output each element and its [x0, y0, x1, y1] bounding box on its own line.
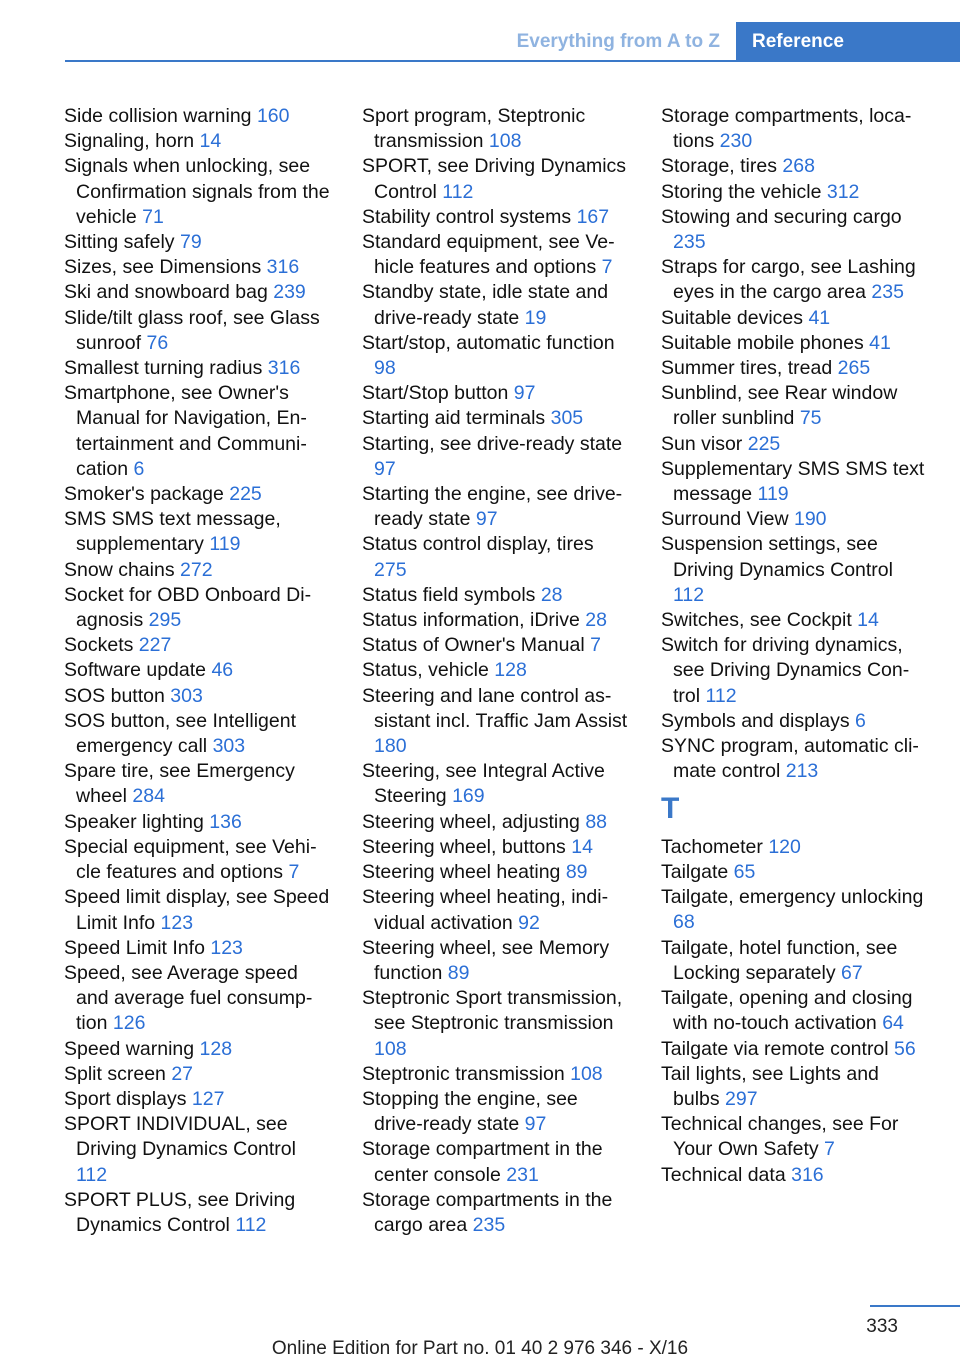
index-page-link[interactable]: 120 [768, 835, 801, 858]
index-entry [64, 482, 330, 507]
index-entry [661, 1062, 929, 1112]
index-page-link[interactable]: 127 [191, 1087, 225, 1110]
index-page-link[interactable]: 27 [171, 1062, 194, 1085]
index-page-link[interactable]: 14 [857, 609, 879, 632]
index-entry-term: Starting, see drive-ready state [362, 432, 623, 455]
index-entry-term: Starting aid terminals [362, 407, 546, 430]
index-entry [64, 633, 330, 658]
index-entry-term: Sitting safely [64, 231, 175, 254]
index-entry [661, 1037, 929, 1062]
index-entry [661, 532, 929, 608]
index-page-link[interactable]: 41 [869, 331, 891, 354]
index-entry [362, 104, 628, 154]
index-page-link[interactable]: 67 [841, 961, 863, 984]
index-entry-term: Steering wheel, see Memory function [362, 936, 610, 984]
index-page-link[interactable]: 231 [506, 1163, 539, 1186]
index-entry [64, 381, 330, 482]
index-column-2 [362, 104, 628, 1238]
index-entry-term: Steering wheel heating [362, 861, 561, 884]
index-page-link[interactable]: 108 [488, 130, 522, 153]
index-page-link[interactable]: 97 [475, 508, 498, 531]
index-entry-term: Speed Limit Info [64, 936, 205, 959]
index-entry [64, 1112, 330, 1188]
index-page-link[interactable]: 272 [180, 558, 213, 581]
index-page-link[interactable]: 97 [374, 457, 396, 480]
index-entry [362, 1062, 628, 1087]
index-page-link[interactable]: 71 [142, 205, 164, 228]
index-page-link[interactable]: 136 [209, 810, 242, 833]
index-entry [64, 658, 330, 683]
index-entry [64, 759, 330, 809]
index-entry [64, 104, 330, 129]
index-page-link[interactable]: 167 [576, 205, 610, 228]
index-entry [661, 709, 929, 734]
index-entry [661, 608, 929, 633]
index-entry-term: Steptronic transmission [362, 1062, 565, 1085]
index-entry-term: SOS button, see Intelligent emergency call [64, 709, 296, 758]
index-page-link[interactable]: 88 [585, 810, 608, 833]
index-entry-term: Status, vehicle [362, 659, 489, 682]
index-entry [64, 1062, 330, 1087]
index-page-link[interactable]: 284 [132, 785, 165, 808]
index-entry-term: Status field symbols [362, 583, 536, 606]
header-rule [65, 60, 960, 62]
index-entry-term: Steering wheel, adjusting [362, 810, 580, 833]
index-entry [362, 331, 628, 381]
index-page-link[interactable]: 92 [518, 911, 540, 934]
index-entry [362, 1188, 628, 1238]
index-entry-term: Smartphone, see Owner's Manual for Navigation, Entertainment and Communication [64, 382, 307, 480]
index-entry-term: Ski and snowboard bag [64, 281, 268, 304]
index-page-link[interactable]: 316 [267, 357, 301, 380]
index-entry [661, 936, 929, 986]
index-entry-term: Tail lights, see Lights and bulbs [661, 1062, 879, 1110]
index-entry-term: Sunblind, see Rear window roller sunblind [661, 382, 898, 430]
index-column-1 [64, 104, 330, 1238]
index-entry [362, 633, 628, 658]
index-entry-term: Smoker's package [64, 483, 224, 506]
index-page-link[interactable]: 112 [673, 583, 705, 606]
index-page-link[interactable]: 7 [601, 256, 613, 279]
index-entry-term: Suspension settings, see Driving Dynamics Control [661, 533, 893, 581]
index-page-link[interactable]: 41 [808, 306, 831, 329]
index-entry [64, 684, 330, 709]
index-page-link[interactable]: 316 [791, 1163, 824, 1186]
index-entry-term: Storage compartments, locations [661, 105, 912, 153]
index-entry-term: Tachometer [661, 835, 763, 858]
index-entry-term: Slide/tilt glass roof, see Glass sunroof [64, 306, 320, 354]
index-entry [362, 532, 628, 582]
index-entry [362, 1087, 628, 1137]
index-entry-term: Start/stop, automatic function [362, 331, 615, 354]
index-page-link[interactable]: 7 [824, 1138, 835, 1161]
index-entry [64, 810, 330, 835]
index-entry [362, 835, 628, 860]
index-page-link[interactable]: 235 [673, 231, 706, 254]
index-entry [661, 255, 929, 305]
index-page-link[interactable]: 303 [212, 735, 246, 758]
index-entry [64, 255, 330, 280]
index-entry [64, 1037, 330, 1062]
index-entry [661, 154, 929, 179]
index-entry-term: Smallest turning radius [64, 357, 263, 380]
index-entry-term: Standby state, idle state and drive-ready state [362, 281, 609, 329]
index-page-link[interactable]: 14 [199, 130, 222, 153]
index-entry-term: Speed limit display, see Speed Limit Info [64, 886, 330, 934]
index-page-link[interactable]: 7 [590, 634, 601, 657]
index-page-link[interactable]: 79 [179, 231, 202, 254]
index-entry-term: Tailgate [661, 861, 729, 884]
index-entry [362, 885, 628, 935]
index-entry [661, 507, 929, 532]
index-entry [64, 306, 330, 356]
index-entry [64, 558, 330, 583]
index-page-link[interactable]: 89 [447, 961, 470, 984]
index-entry [661, 860, 929, 885]
index-entry-term: Sport displays [64, 1087, 187, 1110]
index-entry [362, 280, 628, 330]
index-page-link[interactable]: 28 [540, 583, 563, 606]
index-entry [64, 230, 330, 255]
index-page-link[interactable]: 46 [211, 659, 234, 682]
index-entry-term: Steering and lane control assistant incl. Traffic Jam Assist [362, 684, 628, 732]
index-page-link[interactable]: 97 [513, 382, 536, 405]
index-entry [661, 1112, 929, 1162]
index-entry [362, 154, 628, 204]
index-entry [64, 129, 330, 154]
index-entry [661, 457, 929, 507]
index-page-link[interactable]: 28 [585, 609, 607, 632]
index-page-link[interactable]: 169 [452, 785, 485, 808]
index-entry-term: Steptronic Sport transmission, see Steptronic transmission [362, 987, 623, 1035]
running-header-section: Everything from A to Z [516, 31, 720, 52]
index-entry-term: Stopping the engine, see drive-ready state [362, 1087, 578, 1136]
index-entry-term: Suitable devices [661, 306, 804, 329]
index-entry [362, 684, 628, 760]
index-entry-term: Storing the vehicle [661, 180, 822, 203]
index-entry-term: Storage, tires [661, 155, 777, 178]
index-entry [362, 1137, 628, 1187]
index-entry [362, 381, 628, 406]
index-entry-term: Storage compartment in the center console [362, 1138, 603, 1186]
index-page-link[interactable]: 98 [374, 357, 396, 380]
index-page-link[interactable]: 303 [170, 684, 203, 707]
index-entry-term: Stability control systems [362, 205, 572, 228]
index-page-link[interactable]: 190 [793, 508, 827, 531]
index-page-link[interactable]: 160 [256, 105, 290, 127]
index-entry-term: Status control display, tires [362, 533, 594, 556]
index-page-link[interactable]: 123 [210, 936, 243, 959]
index-page-link[interactable]: 265 [837, 357, 871, 380]
index-page-link[interactable]: 19 [524, 306, 547, 329]
index-page-link[interactable]: 14 [571, 835, 593, 858]
index-entry [64, 154, 330, 230]
index-entry [362, 658, 628, 683]
index-entry-term: Standard equipment, see Vehicle features and options [362, 231, 615, 279]
index-entry-term: Tailgate, hotel function, see Locking separately [661, 936, 898, 984]
index-page-link[interactable]: 128 [494, 659, 527, 682]
index-entry-term: SYNC program, automatic climate control [661, 735, 919, 783]
index-entry-term: Storage compartments in the cargo area [362, 1188, 613, 1236]
index-page-link[interactable]: 68 [673, 911, 695, 934]
index-page-link[interactable]: 312 [826, 180, 860, 203]
index-entry-term: Snow chains [64, 558, 175, 581]
index-entry [64, 1188, 330, 1238]
index-entry [661, 986, 929, 1036]
index-entry-term: Tailgate, emergency unlocking [661, 886, 924, 909]
index-entry [362, 230, 628, 280]
index-entry-term: Speed warning [64, 1037, 195, 1060]
index-page-link[interactable]: 275 [374, 558, 407, 581]
index-entry [661, 1163, 929, 1188]
index-entry-term: Starting the engine, see drive-ready state [362, 483, 623, 531]
index-entry-term: SPORT PLUS, see Driving Dynamics Control [64, 1188, 296, 1236]
index-page-link[interactable]: 230 [719, 130, 753, 153]
index-entry [661, 356, 929, 381]
index-column-3 [661, 104, 929, 1188]
index-entry [362, 810, 628, 835]
index-entry-term: Status information, iDrive [362, 609, 580, 632]
index-entry [661, 835, 929, 860]
index-entry [64, 936, 330, 961]
index-entry [64, 507, 330, 557]
index-page-link[interactable]: 112 [76, 1163, 108, 1186]
index-entry [661, 734, 929, 784]
index-page-link[interactable]: 123 [160, 911, 194, 934]
index-entry [661, 205, 929, 255]
index-entry-term: Switch for driving dynamics, see Driving Dynamics Control [661, 634, 910, 707]
index-entry-term: Suitable mobile phones [661, 331, 864, 354]
index-entry [64, 583, 330, 633]
index-entry-term: Start/Stop button [362, 382, 509, 405]
index-entry-term: Sport program, Steptronic transmission [362, 105, 586, 153]
index-entry [661, 381, 929, 431]
index-entry [661, 180, 929, 205]
index-page-link[interactable]: 76 [146, 331, 169, 354]
index-entry-term: Steering wheel, buttons [362, 835, 566, 858]
index-page-link[interactable]: 119 [209, 533, 241, 556]
index-entry [64, 961, 330, 1037]
index-page-link[interactable]: 295 [148, 609, 182, 632]
index-entry [362, 860, 628, 885]
index-letter-heading: T [661, 792, 680, 826]
index-entry [661, 885, 929, 935]
index-page-link[interactable]: 6 [855, 709, 866, 732]
index-entry-term: Sockets [64, 634, 134, 657]
index-entry [362, 205, 628, 230]
index-page-link[interactable]: 126 [112, 1012, 146, 1035]
index-page-link[interactable]: 89 [565, 861, 588, 884]
index-entry [362, 406, 628, 431]
index-page-link[interactable]: 56 [894, 1037, 916, 1060]
index-entry [64, 280, 330, 305]
index-page-link[interactable]: 108 [374, 1037, 407, 1060]
index-entry-term: Split screen [64, 1062, 166, 1085]
index-page-link[interactable]: 119 [757, 483, 789, 506]
running-header-tab: Reference [736, 22, 960, 62]
index-entry [362, 608, 628, 633]
index-entry [362, 482, 628, 532]
index-entry [64, 835, 330, 885]
index-entry-term: Socket for OBD Onboard Diagnosis [64, 583, 312, 632]
index-entry [362, 986, 628, 1062]
index-entry-term: Spare tire, see Emergency wheel [64, 760, 295, 808]
index-page-link[interactable]: 97 [524, 1113, 547, 1136]
index-page-link[interactable]: 112 [235, 1213, 267, 1236]
index-entry [661, 633, 929, 709]
index-entry-term: Signaling, horn [64, 130, 195, 153]
index-entry-term: SPORT INDIVIDUAL, see Driving Dynamics Control [64, 1113, 296, 1161]
index-entry-term: SMS SMS text message, supplementary [64, 508, 281, 556]
index-page-link[interactable]: 112 [705, 684, 737, 707]
index-page-link[interactable]: 316 [266, 256, 300, 279]
index-entry [362, 759, 628, 809]
index-entry [64, 356, 330, 381]
index-entry [362, 432, 628, 482]
index-entry-term: Supplementary SMS SMS text message [661, 457, 925, 506]
index-entry-term: Speaker lighting [64, 810, 204, 833]
index-entry [64, 1087, 330, 1112]
index-entry-term: Tailgate via remote control [661, 1037, 889, 1060]
index-page-link[interactable]: 6 [133, 457, 145, 480]
index-entry-term: Side collision warning [64, 105, 252, 127]
index-page-link[interactable]: 128 [199, 1037, 233, 1060]
index-entry-term: Special equipment, see Vehicle features and options [64, 835, 317, 884]
index-page-link[interactable]: 305 [550, 407, 584, 430]
index-page-link[interactable]: 235 [871, 281, 904, 304]
footer-rule [870, 1305, 960, 1307]
index-entry [661, 104, 929, 154]
index-entry-term: Technical data [661, 1163, 786, 1186]
index-entry [661, 306, 929, 331]
index-entry [661, 331, 929, 356]
edition-footer: Online Edition for Part no. 01 40 2 976 346 - X/16 [271, 1338, 689, 1359]
index-page-link[interactable]: 108 [570, 1062, 603, 1085]
index-entry-term: Technical changes, see For Your Own Safety [661, 1113, 899, 1161]
index-entry [362, 936, 628, 986]
index-entry-term: Status of Owner's Manual [362, 634, 585, 657]
index-entry-term: Software update [64, 659, 207, 682]
index-entry-term: Stowing and securing cargo [661, 205, 902, 228]
index-page-link[interactable]: 112 [442, 180, 474, 203]
page-number: 333 [866, 1316, 898, 1337]
index-entry-term: Tailgate, opening and closing with no-touch activation [661, 987, 913, 1035]
index-entry [64, 709, 330, 759]
index-page-link[interactable]: 7 [288, 861, 300, 884]
index-page-link[interactable]: 64 [882, 1012, 904, 1035]
index-entry-term: Signals when unlocking, see Confirmation signals from the vehicle [64, 155, 330, 228]
index-entry-term: Sun visor [661, 432, 743, 455]
index-entry [661, 432, 929, 457]
index-page-link[interactable]: 65 [733, 861, 756, 884]
index-entry-term: Switches, see Cockpit [661, 609, 852, 632]
index-page-link[interactable]: 225 [229, 483, 262, 506]
index-entry [64, 885, 330, 935]
index-entry-term: SOS button [64, 684, 165, 707]
index-page-link[interactable]: 225 [747, 432, 781, 455]
index-page-link[interactable]: 268 [782, 155, 815, 178]
index-entry-term: SPORT, see Driving Dynamics Control [362, 155, 627, 203]
index-entry-term: Steering wheel heating, individual activation [362, 886, 609, 934]
index-page-link[interactable]: 75 [799, 407, 822, 430]
index-page-link[interactable]: 180 [374, 735, 407, 758]
index-entry-term: Speed, see Average speed and average fuel consumption [64, 961, 313, 1035]
index-page-link[interactable]: 297 [725, 1087, 758, 1110]
index-page-link[interactable]: 227 [138, 634, 172, 657]
index-entry-term: Steering, see Integral Active Steering [362, 760, 605, 808]
index-page-link[interactable]: 235 [472, 1213, 506, 1236]
index-page-link[interactable]: 213 [785, 760, 819, 783]
index-page-link[interactable]: 239 [273, 281, 306, 304]
index-entry-term: Straps for cargo, see Lashing eyes in the cargo area [661, 256, 916, 304]
index-entry [362, 583, 628, 608]
index-entry-term: Summer tires, tread [661, 357, 833, 380]
index-entry-term: Surround View [661, 508, 789, 531]
index-entry-term: Sizes, see Dimensions [64, 256, 262, 279]
index-entry-term: Symbols and displays [661, 709, 850, 732]
